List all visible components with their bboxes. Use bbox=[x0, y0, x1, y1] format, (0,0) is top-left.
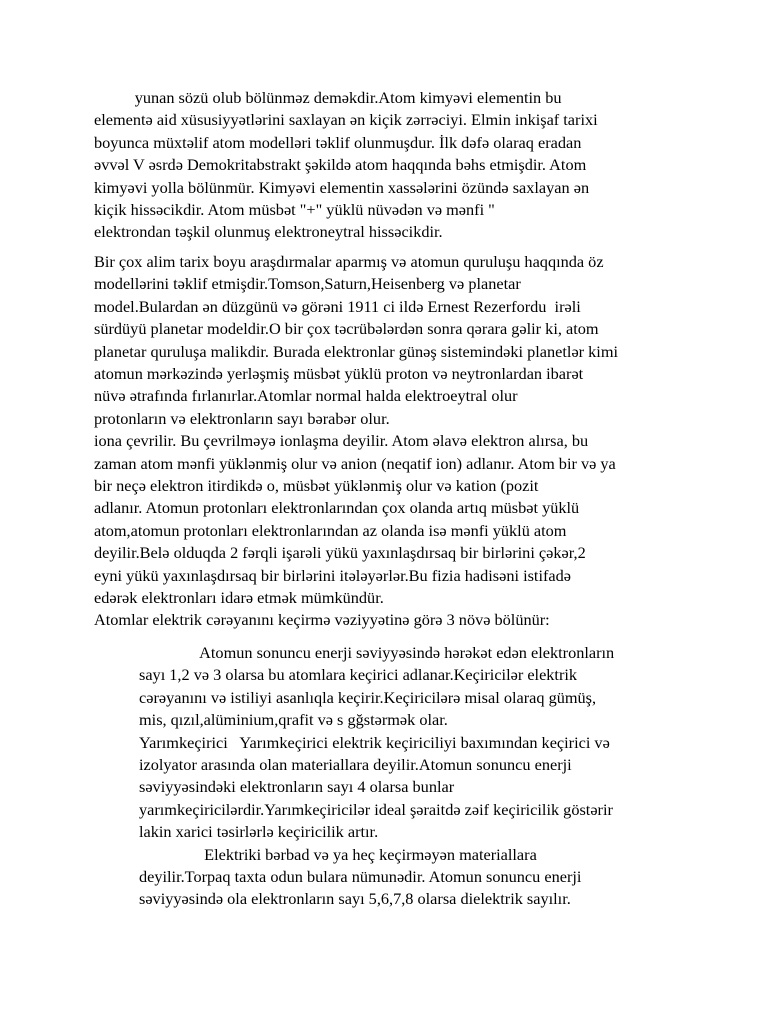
text-line: elementə aid xüsusiyyətlərini saxlayan ən kiçik zərrəciyi. Elmin inkişaf tarixi bbox=[94, 110, 598, 130]
text-line: eyni yükü yaxınlaşdırsaq bir birlərini itələyərlər.Bu fizia hadisəni istifadə bbox=[94, 565, 571, 585]
text-line: bir neçə elektron itirdikdə o, müsbət yüklənmiş olur və kation (pozit bbox=[94, 476, 539, 496]
text-line: deyilir.Torpaq taxta odun bulara nümunədir. Atomun sonuncu enerji bbox=[139, 867, 582, 887]
text-line: nüvə ətrafında fırlanırlar.Atomlar normal halda elektroeytral olur bbox=[94, 386, 518, 406]
text-line: cərəyanını və istiliyi asanlıqla keçirir.Keçiricilərə misal olaraq gümüş, bbox=[139, 687, 597, 707]
text-line: səviyyəsində ola elektronların sayı 5,6,7,8 olarsa dielektrik sayılır. bbox=[139, 889, 571, 909]
text-line: Atomun sonuncu enerji səviyyəsində hərəkət edən elektronların bbox=[139, 643, 615, 662]
text-line: sürdüyü planetar modeldir.O bir çox təcrübələrdən sonra qərara gəlir ki, atom bbox=[94, 319, 599, 339]
text-line: protonların və elektronların sayı bərabər olur. bbox=[94, 408, 390, 428]
text-line: atomun mərkəzində yerləşmiş müsbət yüklü proton və neytronlardan ibarət bbox=[94, 364, 584, 384]
paragraph-classification-intro bbox=[94, 609, 550, 631]
text-line: izolyator arasında olan materiallara deyilir.Atomun sonuncu enerji bbox=[139, 755, 572, 775]
text-line: boyunca müxtəlif atom modelləri təklif olunmuşdur. İlk dəfə olaraq eradan bbox=[94, 132, 582, 152]
text-line: kimyəvi yolla bölünmür. Kimyəvi elementin xassələrini özündə saxlayan ən bbox=[94, 177, 590, 197]
text-line: səviyyəsindəki elektronların sayı 4 olarsa bunlar bbox=[139, 777, 455, 797]
text-line: əvvəl V əsrdə Demokritabstrakt şəkildə atom haqqında bəhs etmişdir. Atom bbox=[94, 155, 587, 175]
text-line: edərək elektronları idarə etmək mümkündür. bbox=[94, 588, 384, 608]
text-line: Atomlar elektrik cərəyanını keçirmə vəziyyətinə görə 3 növə bölünür: bbox=[94, 610, 550, 629]
text-line: yunan sözü olub bölünməz deməkdir.Atom kimyəvi elementin bu bbox=[94, 88, 562, 107]
paragraph-conductor-types bbox=[139, 642, 614, 911]
text-line: Elektriki bərbad və ya heç keçirməyən materiallara bbox=[139, 844, 537, 864]
text-line: zaman atom mənfi yüklənmiş olur və anion (neqatif ion) adlanır. Atom bir və ya bbox=[94, 453, 616, 473]
text-line: kiçik hissəcikdir. Atom müsbət "+" yüklü nüvədən və mənfi " bbox=[94, 200, 495, 220]
text-line: model.Bulardan ən düzgünü və görəni 1911 ci ildə Ernest Rezerfordu irəli bbox=[94, 296, 581, 316]
paragraph-atom-definition bbox=[94, 87, 598, 244]
text-line: atom,atomun protonları elektronlarından az olanda isə mənfi yüklü atom bbox=[94, 520, 567, 540]
text-line: sayı 1,2 və 3 olarsa bu atomlara keçirici adlanar.Keçiricilər elektrik bbox=[139, 665, 578, 685]
text-line: adlanır. Atomun protonları elektronlarından çox olanda artıq müsbət yüklü bbox=[94, 498, 580, 518]
text-line: Bir çox alim tarix boyu araşdırmalar aparmış və atomun quruluşu haqqında öz bbox=[94, 252, 604, 271]
text-line: Yarımkeçirici Yarımkeçirici elektrik keçiriciliyi baxımından keçirici və bbox=[139, 732, 610, 752]
text-line: modellərini təklif etmişdir.Tomson,Saturn,Heisenberg və planetar bbox=[94, 274, 521, 294]
text-line: deyilir.Belə olduqda 2 fərqli işarəli yükü yaxınlaşdırsaq bir birlərini çəkər,2 bbox=[94, 543, 586, 563]
text-line: elektrondan təşkil olunmuş elektroneytral hissəcikdir. bbox=[94, 222, 443, 242]
text-line: planetar quruluşa malikdir. Burada elektronlar günəş sistemindəki planetlər kimi bbox=[94, 341, 619, 361]
text-line: lakin xarici təsirlərlə keçiricilik artır. bbox=[139, 822, 379, 842]
text-line: yarımkeçiricilərdir.Yarımkeçiricilər ideal şəraitdə zəif keçiricilik göstərir bbox=[139, 799, 613, 819]
paragraph-atom-models bbox=[94, 251, 618, 610]
text-line: mis, qızıl,alüminium,qrafit və s gğstərmək olar. bbox=[139, 710, 448, 730]
text-line: iona çevrilir. Bu çevrilməyə ionlaşma deyilir. Atom əlavə elektron alırsa, bu bbox=[94, 431, 589, 451]
